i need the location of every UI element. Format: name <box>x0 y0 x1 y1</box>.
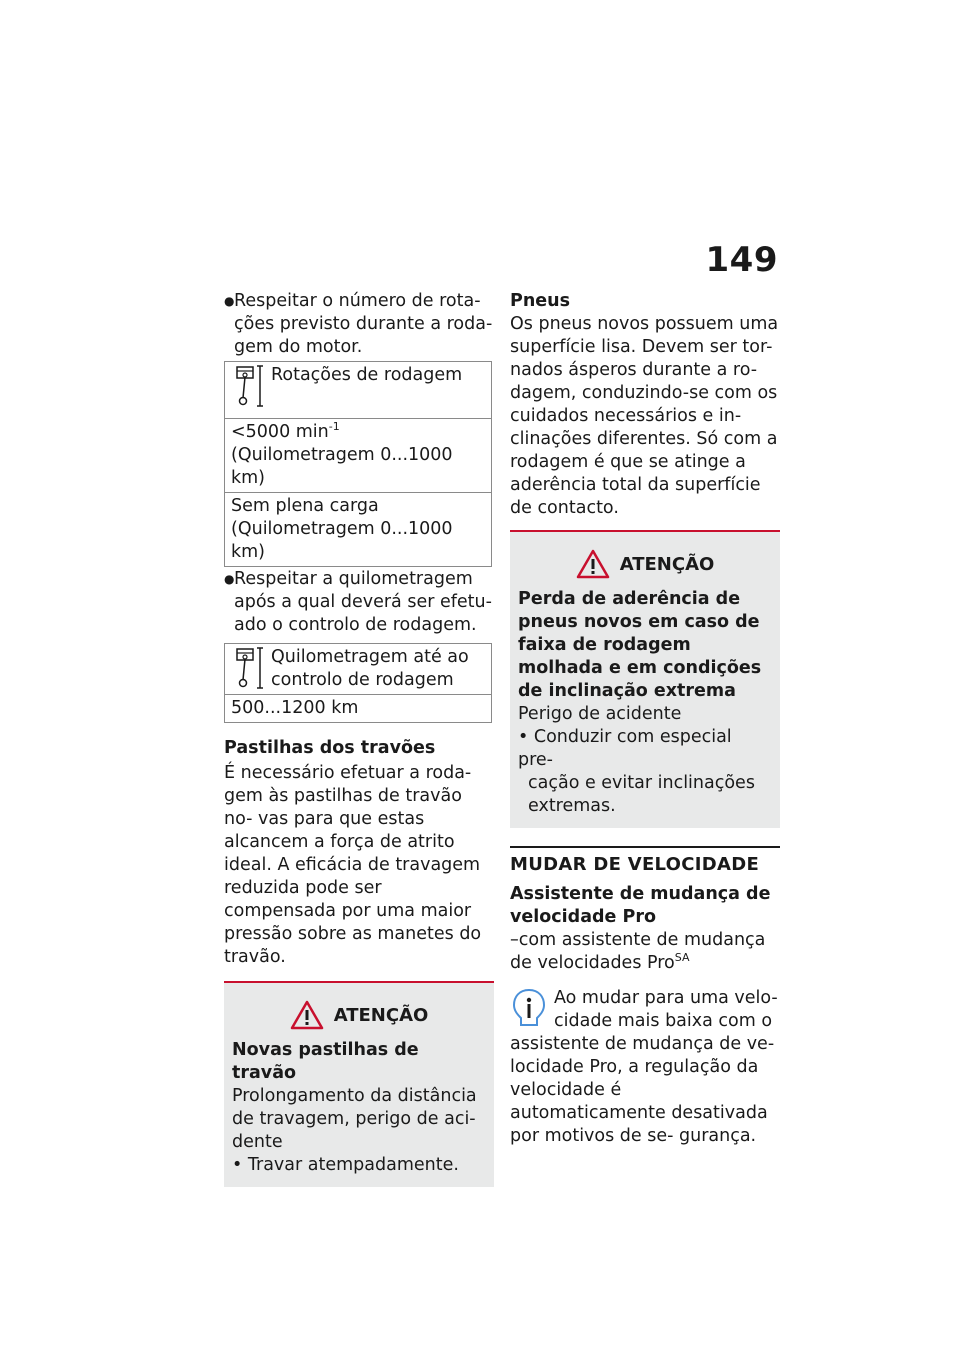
brakes-heading: Pastilhas dos travões <box>224 738 436 758</box>
warning-bullet-continued: cação e evitar inclinações extremas. <box>528 773 755 816</box>
info-text: Ao mudar para uma velo- cidade mais baixa com o assistente de mudança de ve- locidade Pro, a regulação da velocidade é automaticamente desativada por motivos de se- gurança. <box>510 988 778 1146</box>
bullet-text-mileage: Respeitar a quilometragem após a qual deverá ser efetu- ado o controlo de rodagem. <box>234 569 492 635</box>
page-number: 149 <box>705 240 778 280</box>
warning-text: Perigo de acidente <box>518 704 682 724</box>
list-item <box>224 568 494 637</box>
table-header: Rotações de rodagem <box>271 365 463 385</box>
assist-item: –com assistente de mudança de velocidades Pro$^{SA}$ <box>510 930 766 973</box>
table-row: Sem plena carga (Quilometragem 0...1000 km) <box>225 493 492 567</box>
brakes-text: É necessário efetuar a roda- gem às pastilhas de travão no- vas para que estas alcancem a força de atrito ideal. A eficácia de travagem reduzida pode ser compensada por uma maior pressão sobre as manetes do travão. <box>224 763 482 967</box>
spec-table-mileage <box>224 643 492 723</box>
warning-bullet: • Travar atempadamente. <box>232 1155 459 1175</box>
tyres-heading: Pneus <box>510 291 571 311</box>
warning-box-brakes <box>224 981 494 1187</box>
table-header: Quilometragem até ao controlo de rodagem <box>271 647 469 690</box>
warning-icon <box>576 549 610 579</box>
left-column <box>224 290 494 1187</box>
table-row: <5000 $\min^{-1}$ (Quilometragem 0...1000 km) <box>225 419 492 493</box>
warning-box-tyres <box>510 530 780 828</box>
warning-heading: Perda de aderência de pneus novos em caso de faixa de rodagem molhada e em condições de inclinação extrema <box>518 589 762 701</box>
warning-icon <box>290 1000 324 1030</box>
warning-title: ATENÇÃO <box>232 995 486 1035</box>
warning-heading: Novas pastilhas de travão <box>232 1040 419 1083</box>
info-note <box>510 987 780 1148</box>
bullet-icon: ● <box>224 572 235 586</box>
info-icon <box>510 987 550 1031</box>
bullet-icon: ● <box>224 294 235 308</box>
warning-bullet: • Conduzir com especial pre- <box>518 727 732 770</box>
right-column <box>510 290 780 1148</box>
bullet-text-rpm: Respeitar o número de rota- ções previsto durante a roda- gem do motor. <box>234 291 493 357</box>
table-row: 500...1200 km <box>225 695 492 723</box>
section-title: MUDAR DE VELOCIDADE <box>510 846 780 875</box>
piston-icon <box>231 646 271 692</box>
list-item <box>224 290 494 359</box>
warning-title: ATENÇÃO <box>518 544 772 584</box>
spec-table-rpm <box>224 361 492 567</box>
piston-icon <box>231 364 271 410</box>
tyres-text: Os pneus novos possuem uma superfície lisa. Devem ser tor- nados ásperos durante a ro- dagem, conduzindo-se com os cuidados necessários e in- clinações diferentes. Só com a rodagem é que se atinge a aderência total da superfície de contacto. <box>510 314 779 518</box>
assist-heading: Assistente de mudança de velocidade Pro <box>510 884 771 927</box>
warning-text: Prolongamento da distância de travagem, perigo de aci- dente <box>232 1086 477 1152</box>
